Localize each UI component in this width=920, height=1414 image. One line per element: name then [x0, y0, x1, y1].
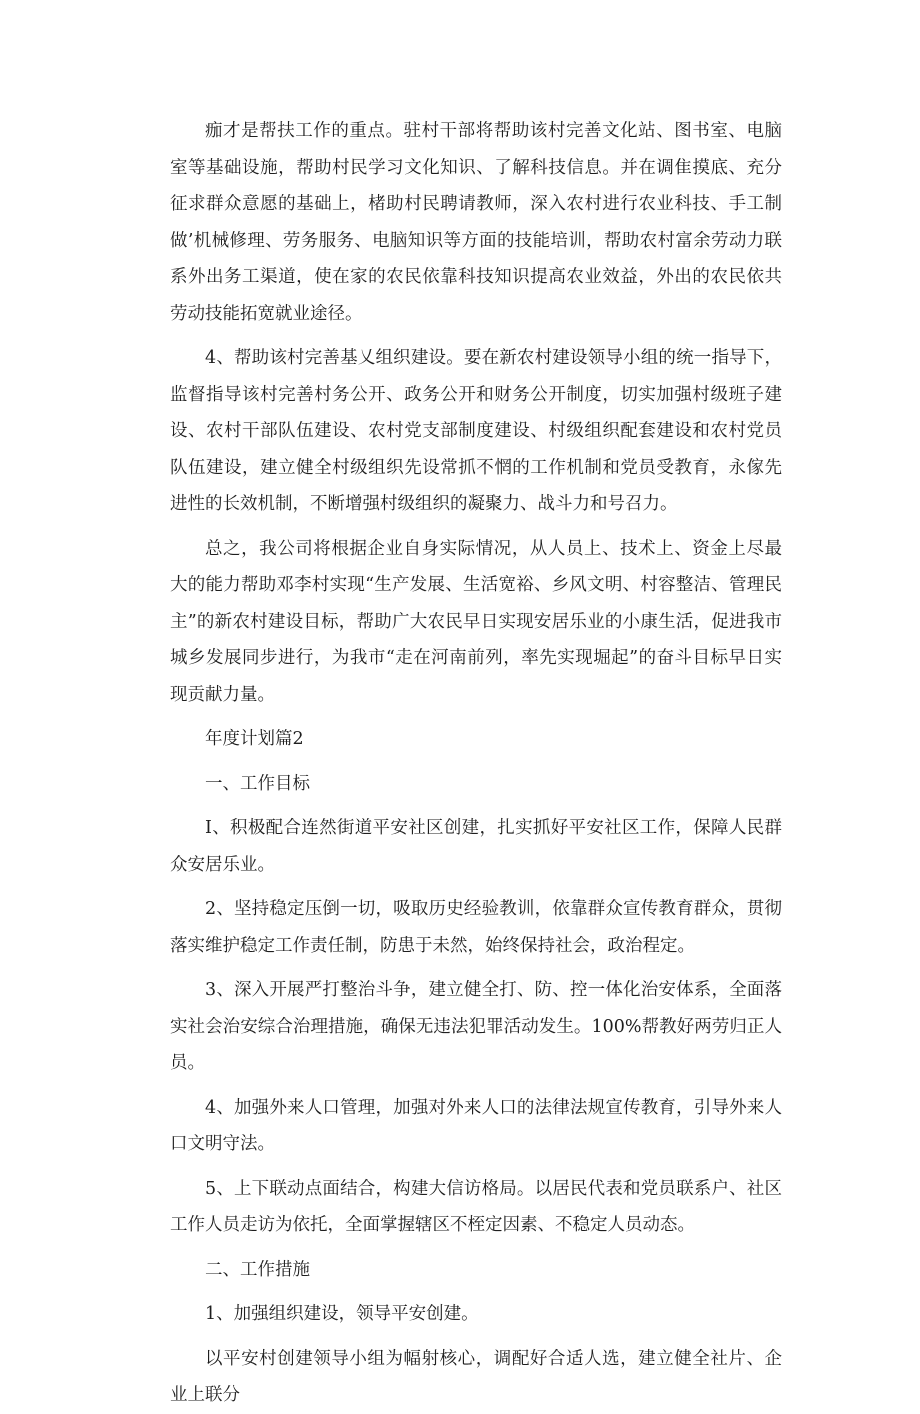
heading-work-measures: 二、工作措施: [205, 1259, 310, 1280]
paragraph-talent-support: 痂才是帮扶工作的重点。驻村干部将帮助该村完善文化站、图书室、电脑室等基础设施，帮助村民学习文化知识、了解科技信息。并在调隹摸底、充分征求群众意愿的基础上，楮助村民聘请教师，深入农村进行农业科技、手工制做’机械修理、劳务服务、电脑知识等方面的技能培训，帮助农村富余劳动力联系外出务工渠道，使在家的农民依靠科技知识提高农业效益，外出的农民依共劳动技能拓宽就业途径。: [170, 121, 782, 324]
paragraph-goal-4: 4、加强外来人口管理，加强对外来人口的法律法规宣传教育，引导外来人口文明守法。: [170, 1097, 782, 1154]
paragraph-goal-3: 3、深入开展严打整治斗争，建立健全打、防、控一体化治安体系，全面落实社会治安综合治理措施，确保无违法犯罪活动发生。100%帮教好两劳归正人员。: [170, 980, 782, 1073]
paragraph-goal-2: 2、坚持稳定压倒一切，吸取历史经验教训，依靠群众宣传教育群众，贯彻落实维护稳定工作责任制，防患于未然，始终保持社会，政治程定。: [170, 899, 782, 956]
paragraph-measure-1: 1、加强组织建设，领导平安创建。: [205, 1304, 479, 1324]
paragraph-summary: 总之，我公司将根据企业自身实际情况，从人员上、技术上、资金上尽最大的能力帮助邓李村实现“生产发展、生活宽裕、乡风文明、村容整洁、管理民主”的新农村建设目标，帮助广大农民早日实现安居乐业的小康生活，促进我市城乡发展同步进行，为我市“走在河南前列，率先实现堀起”的奋斗目标早日实现贡献力量。: [170, 538, 782, 705]
section-title-annual-plan-2: 年度计划篇2: [205, 729, 304, 749]
paragraph-organization-building: 4、帮助该村完善基乂组织建设。要在新农村建设领导小组的统一指导下，监督指导该村完善村务公开、政务公开和财务公开制度，切实加强村级班子建设、农村干部队伍建设、农村党支部制度建设、村级组织配套建设和农村党员队伍建设，建立健全村级组织先设常抓不惘的工作机制和党员受教育，永傢先进性的长效机制，不断增强村级组织的凝聚力、战斗力和号召力。: [170, 348, 782, 514]
paragraph-goal-1: I、积极配合连然街道平安社区创建，扎实抓好平安社区工作，保障人民群众安居乐业。: [170, 818, 782, 875]
paragraph-goal-5: 5、上下联动点面结合，构建大信访格局。以居民代表和党员联系户、社区工作人员走访为依托，全面掌握辖区不桎定因素、不稳定人员动态。: [170, 1178, 782, 1235]
heading-work-goals: 一、工作目标: [205, 773, 310, 794]
paragraph-measure-1-detail: 以平安村创建领导小组为幅射核心，调配好合适人选，建立健全社片、企业上联分: [170, 1348, 782, 1405]
